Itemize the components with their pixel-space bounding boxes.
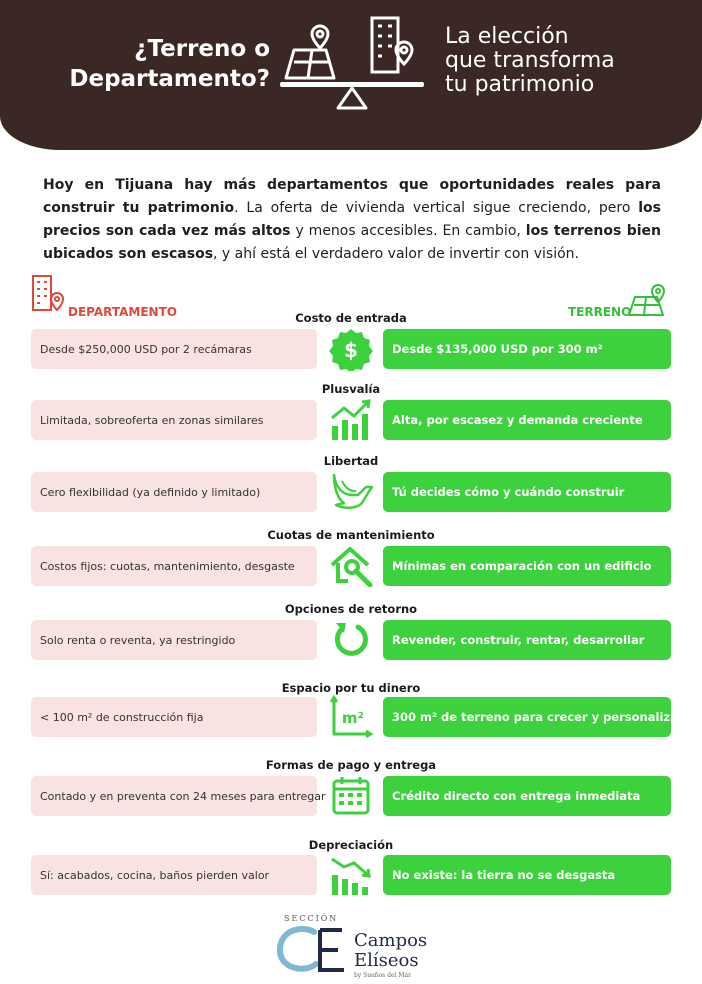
departamento-cell-opciones-retorno: Solo renta o reventa, ya restringido	[31, 620, 317, 660]
terreno-cell-costo-entrada: Desde $135,000 USD por 300 m²	[383, 329, 671, 369]
dove-icon	[328, 469, 374, 513]
tagline-line-1: La elección	[445, 24, 569, 49]
row-title-formas-pago: Formas de pago y entrega	[265, 758, 437, 772]
departamento-cell-espacio: < 100 m² de construcción fija	[31, 697, 317, 737]
departamento-cell-costo-entrada: Desde $250,000 USD por 2 recámaras	[31, 329, 317, 369]
intro-text-6: , y ahí está el verdadero valor de invertir con visión.	[213, 246, 579, 262]
row-title-espacio: Espacio por tu dinero	[281, 681, 421, 695]
header-banner	[0, 0, 702, 150]
dollar-badge-icon	[328, 327, 374, 371]
row-title-libertad: Libertad	[323, 454, 379, 468]
terreno-cell-cuotas: Mínimas en comparación con un edificio	[383, 546, 671, 586]
logo-eliseos-text: Elíseos	[354, 950, 419, 971]
intro-bold-3: los precios son cada vez más altos	[43, 200, 661, 239]
tagline-line-3: tu patrimonio	[445, 72, 595, 97]
calendar-icon	[328, 773, 374, 817]
departamento-cell-depreciacion: Sí: acabados, cocina, baños pierden valor	[31, 855, 317, 895]
intro-bold-1: Hoy en Tijuana hay más departamentos que oportunidades reales para construir tu patrimonio	[43, 177, 661, 216]
house-wrench-icon	[328, 543, 374, 587]
tagline-line-2: que transforma	[445, 48, 615, 73]
terreno-cell-opciones-retorno: Revender, construir, rentar, desarrollar	[383, 620, 671, 660]
title-line-1: ¿Terreno o	[134, 36, 270, 62]
row-title-costo-entrada: Costo de entrada	[295, 311, 407, 325]
refresh-arrow-icon	[328, 617, 374, 661]
page-title	[40, 34, 270, 94]
growth-chart-icon	[328, 398, 374, 442]
departamento-cell-plusvalia: Limitada, sobreoferta en zonas similares	[31, 400, 317, 440]
departamento-label: DEPARTAMENTO	[68, 305, 177, 319]
row-title-cuotas: Cuotas de mantenimiento	[267, 528, 435, 542]
logo-campos-text: Campos	[354, 930, 428, 951]
ce-monogram-icon	[274, 924, 352, 976]
terreno-cell-formas-pago: Crédito directo con entrega inmediata	[383, 776, 671, 816]
logo-byline-text: by Sueños del Mar	[354, 972, 411, 979]
departamento-cell-cuotas: Costos fijos: cuotas, mantenimiento, desgaste	[31, 546, 317, 586]
terreno-cell-espacio: 300 m² de terreno para crecer y personalizar	[383, 697, 671, 737]
campos-eliseos-logo	[270, 912, 440, 980]
intro-bold-5: los terrenos bien ubicados son escasos	[43, 223, 661, 262]
svg-text:$: $	[344, 338, 358, 362]
balance-scale-icon	[272, 12, 432, 112]
terreno-cell-depreciacion: No existe: la tierra no se desgasta	[383, 855, 671, 895]
square-meters-icon-label: m²	[341, 709, 365, 727]
row-title-opciones-retorno: Opciones de retorno	[284, 602, 418, 616]
terreno-cell-libertad: Tú decides cómo y cuándo construir	[383, 472, 671, 512]
row-title-depreciacion: Depreciación	[308, 838, 394, 852]
logo-seccion-text: SECCIÓN	[284, 914, 339, 923]
departamento-cell-formas-pago: Contado y en preventa con 24 meses para entregar	[31, 776, 317, 816]
intro-text-4: y menos accesibles. En cambio,	[290, 223, 526, 239]
decline-chart-icon	[328, 853, 374, 897]
terreno-cell-plusvalia: Alta, por escasez y demanda creciente	[383, 400, 671, 440]
terreno-label: TERRENO	[568, 305, 632, 319]
title-line-2: Departamento?	[69, 66, 270, 92]
intro-text-2: . La oferta de vivienda vertical sigue creciendo, pero	[234, 200, 639, 216]
tagline	[445, 25, 685, 97]
departamento-cell-libertad: Cero flexibilidad (ya definido y limitado)	[31, 472, 317, 512]
row-title-plusvalia: Plusvalía	[321, 382, 381, 396]
intro-paragraph	[43, 174, 661, 266]
square-meters-icon	[328, 694, 374, 738]
